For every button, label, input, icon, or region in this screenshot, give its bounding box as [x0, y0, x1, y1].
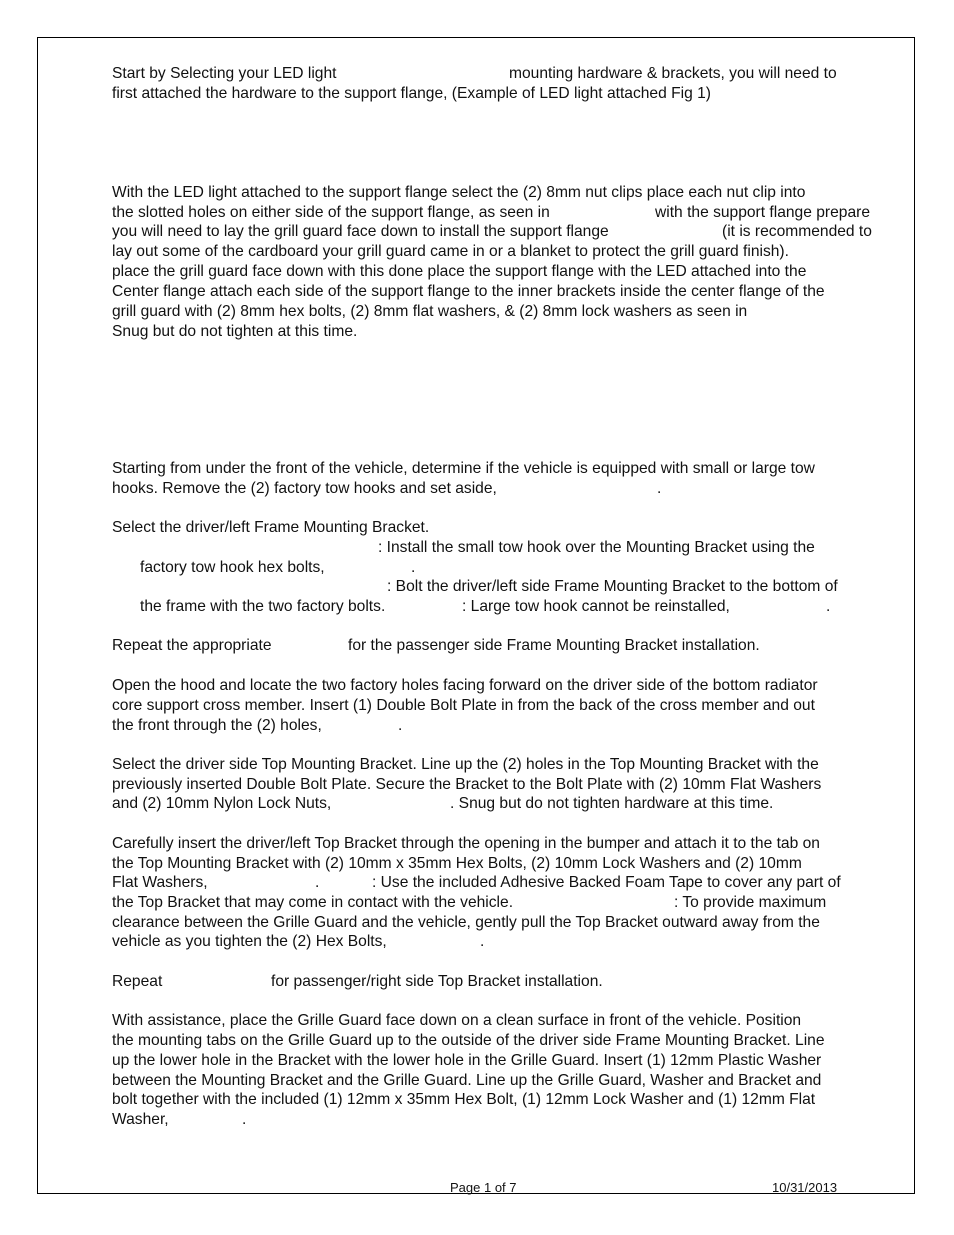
text-line: .: [315, 874, 320, 891]
text-line: . Snug but do not tighten hardware at this time.: [450, 795, 774, 812]
text-line: for the passenger side Frame Mounting Bracket installation.: [348, 637, 760, 654]
text-line: lay out some of the cardboard your grill guard came in or a blanket to protect the grill guard finish).: [112, 243, 789, 260]
text-line: Repeat: [112, 973, 163, 990]
text-line: factory tow hook hex bolts,: [140, 559, 325, 576]
text-line: and (2) 10mm Nylon Lock Nuts,: [112, 795, 332, 812]
text-line: Repeat the appropriate: [112, 637, 272, 654]
text-line: first attached the hardware to the support flange, (Example of LED light attached Fig 1): [112, 85, 711, 102]
text-line: : Use the included Adhesive Backed Foam Tape to cover any part of: [372, 874, 841, 891]
text-line: with the support flange prepare: [655, 204, 870, 221]
text-line: Starting from under the front of the vehicle, determine if the vehicle is equipped with small or large tow: [112, 460, 815, 477]
text-line: : Large tow hook cannot be reinstalled,: [462, 598, 730, 615]
text-line: .: [411, 559, 416, 576]
text-line: Center flange attach each side of the support flange to the inner brackets inside the center flange of the: [112, 283, 825, 300]
text-line: you will need to lay the grill guard face down to install the support flange: [112, 223, 609, 240]
text-line: mounting hardware & brackets, you will need to: [509, 65, 837, 82]
text-line: bolt together with the included (1) 12mm x 35mm Hex Bolt, (1) 12mm Lock Washer and (1) 12mm Flat: [112, 1091, 816, 1108]
text-line: the frame with the two factory bolts.: [140, 598, 386, 615]
text-line: Snug but do not tighten at this time.: [112, 323, 358, 340]
text-line: : Bolt the driver/left side Frame Mounting Bracket to the bottom of: [387, 578, 838, 595]
text-line: place the grill guard face down with this done place the support flange with the LED attached into the: [112, 263, 807, 280]
text-line: Carefully insert the driver/left Top Bracket through the opening in the bumper and attach it to the tab on: [112, 835, 820, 852]
text-line: between the Mounting Bracket and the Grille Guard. Line up the Grille Guard, Washer and Bracket and: [112, 1072, 822, 1089]
text-line: vehicle as you tighten the (2) Hex Bolts,: [112, 933, 387, 950]
text-line: grill guard with (2) 8mm hex bolts, (2) 8mm flat washers, & (2) 8mm lock washers as seen in: [112, 303, 748, 320]
text-line: clearance between the Grille Guard and the vehicle, gently pull the Top Bracket outward away from the: [112, 914, 820, 931]
text-line: .: [480, 933, 485, 950]
page-number: Page 1 of 7: [450, 1180, 517, 1195]
text-line: the Top Bracket that may come in contact with the vehicle.: [112, 894, 514, 911]
text-line: .: [657, 480, 662, 497]
text-line: .: [826, 598, 831, 615]
text-line: With the LED light attached to the support flange select the (2) 8mm nut clips place each nut clip into: [112, 184, 806, 201]
text-line: Washer,: [112, 1111, 169, 1128]
text-line: Flat Washers,: [112, 874, 208, 891]
text-line: With assistance, place the Grille Guard face down on a clean surface in front of the vehicle. Position: [112, 1012, 802, 1029]
text-line: the Top Mounting Bracket with (2) 10mm x 35mm Hex Bolts, (2) 10mm Lock Washers and (2) 10mm: [112, 855, 802, 872]
text-line: .: [242, 1111, 247, 1128]
text-line: up the lower hole in the Bracket with the lower hole in the Grille Guard. Insert (1) 12mm Plastic Washer: [112, 1052, 822, 1069]
text-line: : To provide maximum: [674, 894, 827, 911]
text-line: Start by Selecting your LED light: [112, 65, 337, 82]
text-line: previously inserted Double Bolt Plate. Secure the Bracket to the Bolt Plate with (2) 10mm Flat Washers: [112, 776, 822, 793]
text-line: (it is recommended to: [722, 223, 872, 240]
text-line: for passenger/right side Top Bracket installation.: [271, 973, 603, 990]
text-line: the mounting tabs on the Grille Guard up to the outside of the driver side Frame Mounting Bracket. Line: [112, 1032, 825, 1049]
text-line: the slotted holes on either side of the support flange, as seen in: [112, 204, 550, 221]
text-line: .: [398, 717, 403, 734]
text-line: Open the hood and locate the two factory holes facing forward on the driver side of the bottom radiator: [112, 677, 818, 694]
text-line: core support cross member. Insert (1) Double Bolt Plate in from the back of the cross member and out: [112, 697, 815, 714]
text-line: the front through the (2) holes,: [112, 717, 322, 734]
document-date: 10/31/2013: [772, 1180, 838, 1195]
text-line: hooks. Remove the (2) factory tow hooks and set aside,: [112, 480, 497, 497]
text-line: Select the driver/left Frame Mounting Bracket.: [112, 519, 430, 536]
text-line: Select the driver side Top Mounting Bracket. Line up the (2) holes in the Top Mounting Bracket with the: [112, 756, 819, 773]
text-line: : Install the small tow hook over the Mounting Bracket using the: [378, 539, 815, 556]
